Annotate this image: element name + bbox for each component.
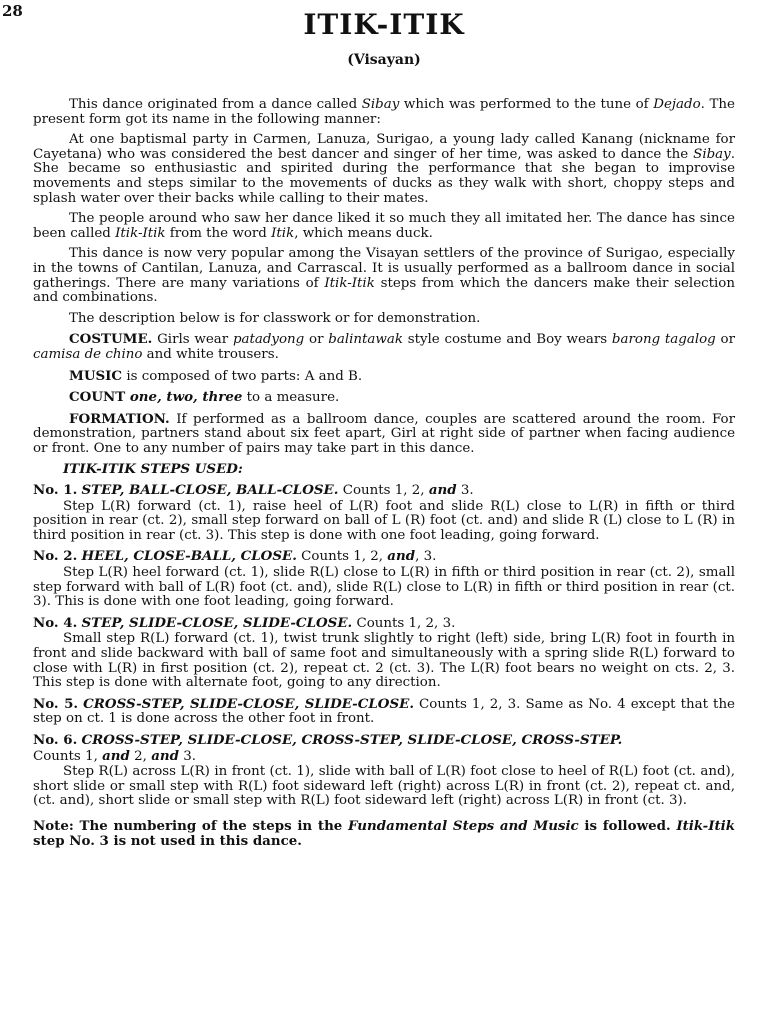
costume-label: COSTUME. (69, 331, 153, 348)
text-run: The people around who saw her dance liked it so much they all imitated her. The dance has since been called (33, 211, 735, 241)
intro-paragraph-2 (33, 133, 735, 206)
step-counts: and (151, 747, 179, 764)
count-label: COUNT (69, 389, 126, 406)
text-run: which was performed to the tune of (399, 97, 654, 112)
document-body (33, 98, 735, 854)
step-description: Counts 1, 2, 3. Same as No. 4 except that the step on ct. 1 is done across the other foot in front. (33, 696, 735, 727)
intro-paragraph-5: The description below is for classwork or for demonstration. (69, 310, 481, 326)
formation-paragraph (33, 412, 735, 457)
step-description: Small step R(L) forward (ct. 1), twist trunk slightly to right (left) side, bring L(R) foot in fourth in front and slide backward with ball of same foot and simultaneously with a spring slide R(L) forward to close with L(R) in first position (ct. 2), repeat ct. 2 (ct. 3). The L(R) foot bears no weight on cts. 2, 3. This step is done with alternate foot, going to any direction. (33, 631, 735, 691)
text-run: is followed. (578, 817, 677, 834)
step-2 (33, 549, 735, 609)
text-run: , which means duck. (294, 225, 433, 241)
text-run: step No. 3 is not used in this dance. (33, 832, 302, 849)
step-number: No. 2. (33, 548, 78, 565)
note-paragraph (33, 819, 735, 848)
step-number: No. 5. (33, 695, 79, 712)
text-run: At one baptismal party in Carmen, Lanuza, Surigao, a young lady called Kanang (nickname for Cayetana) who was considered the best dancer and singer of her time, was asked to dance the (33, 132, 735, 162)
page-number: 28 (2, 2, 23, 20)
step-5 (33, 697, 735, 727)
text-run: to a measure. (242, 390, 340, 406)
count-value: one, two, three (125, 389, 243, 406)
text-run: . She became so enthusiastic and spirited during the performance that she began to improvise movements and steps similar to the movements of ducks as they walk with short, choppy steps and splash water over their backs while calling to their mates. (33, 146, 735, 206)
step-6 (33, 733, 735, 809)
costume-item: camisa de chino (33, 346, 143, 362)
reference-title: Fundamental Steps and Music (348, 817, 579, 834)
intro-paragraph-1 (33, 98, 735, 127)
text-run: This dance is now very popular among the Visayan settlers of the province of Surigao, especially in the towns of Cantilan, Lanuza, and Carrascal. It is usually performed as a ballroom dance in social gatherings. There are many variations of (33, 246, 735, 291)
dance-name: Itik-Itik (676, 817, 736, 834)
step-counts: Counts 1, (33, 748, 103, 764)
text-run: is composed of two parts: A and B. (122, 368, 363, 384)
text-run: . The present form got its name in the following manner: (33, 97, 735, 127)
word-itik: Itik (271, 225, 295, 241)
step-heading (33, 549, 735, 565)
tune-name: Dejado (653, 97, 701, 112)
costume-item: balintawak (328, 332, 403, 348)
step-counts: Counts 1, 2, (338, 483, 429, 499)
step-number: No. 6. (33, 731, 78, 748)
page-title: ITIK-ITIK (303, 8, 465, 41)
step-description: Step L(R) forward (ct. 1), raise heel of L(R) foot and slide R(L) close to L(R) in fifth or third position in rear (ct. 2), small step forward on ball of L (R) foot (ct. and) and slide R (L) close to L (R) in third position in rear (ct. 3). This step is done with one foot leading, going forward. (33, 498, 735, 543)
text-run: and white trousers. (142, 346, 279, 362)
formation-label: FORMATION. (69, 410, 170, 427)
step-counts: and (102, 747, 130, 764)
intro-paragraph-4 (33, 247, 735, 305)
intro-paragraph-3 (33, 212, 735, 241)
page-subtitle: (Visayan) (347, 52, 421, 68)
step-counts: 3. (456, 483, 474, 499)
step-counts: Counts 1, 2, (296, 549, 388, 565)
step-name: STEP, SLIDE-CLOSE, SLIDE-CLOSE. (81, 614, 353, 631)
count-paragraph (33, 390, 735, 406)
text-run: Girls wear (152, 332, 233, 348)
text-run: or (715, 332, 735, 348)
step-number: No. 1. (33, 482, 78, 499)
step-counts: , 3. (415, 549, 437, 565)
dance-name: Sibay (361, 97, 400, 112)
step-4 (33, 616, 735, 691)
step-name: CROSS-STEP, SLIDE-CLOSE, SLIDE-CLOSE. (83, 695, 414, 712)
step-description: Step L(R) heel forward (ct. 1), slide R(L) close to L(R) in fifth or third position in rear (ct. 2), small step forward with ball of L(R) foot (ct. and), slide R(L) close to L(R) in fifth or third position in rear (ct. 3). This is done with one foot leading, going forward. (33, 565, 735, 610)
step-counts: 3. (178, 748, 197, 764)
text-run: If performed as a ballroom dance, couples are scattered around the room. For demonstration, partners stand about six feet apart, Girl at right side of partner when facing audience or front. One to any number of pairs may take part in this dance. (33, 411, 735, 456)
dance-name: Itik-Itik (115, 225, 166, 241)
step-number: No. 4. (33, 614, 78, 631)
step-counts: and (428, 482, 457, 499)
step-name: STEP, BALL-CLOSE, BALL-CLOSE. (81, 482, 339, 499)
dance-name: Sibay (693, 146, 731, 162)
costume-item: patadyong (232, 332, 305, 348)
dance-name: Itik-Itik (324, 275, 375, 291)
steps-heading: ITIK-ITIK STEPS USED: (63, 461, 243, 478)
step-heading (33, 616, 735, 632)
step-counts: Counts 1, 2, 3. (352, 615, 456, 631)
costume-paragraph (33, 332, 735, 362)
music-label: MUSIC (69, 367, 123, 384)
step-description: Step R(L) across L(R) in front (ct. 1), slide with ball of L(R) foot close to heel of R(L) foot (ct. and), short slide or small step with R(L) foot sideward left (right) across L(R) in front (ct. 2), repeat ct. and, (ct. and), short slide or small step with R(L) foot sideward left (right) across L(R) in front (ct. 3). (33, 764, 735, 809)
text-run: from the word (165, 225, 272, 241)
step-name: CROSS-STEP, SLIDE-CLOSE, CROSS-STEP, SLIDE-CLOSE, CROSS-STEP. (81, 731, 623, 748)
music-paragraph (33, 369, 735, 385)
step-counts: 2, (129, 748, 152, 764)
step-heading (33, 733, 735, 764)
costume-item: barong tagalog (611, 332, 716, 348)
step-name: HEEL, CLOSE-BALL, CLOSE. (81, 548, 297, 565)
step-counts: and (387, 548, 416, 565)
text-run: Note: The numbering of the steps in the (33, 817, 349, 834)
text-run: steps from which the dancers make their selection and combinations. (33, 275, 735, 306)
text-run: or (304, 332, 329, 348)
step-heading (33, 483, 735, 499)
text-run: style costume and Boy wears (402, 332, 612, 348)
step-1 (33, 483, 735, 543)
text-run: This dance originated from a dance called (69, 97, 362, 112)
